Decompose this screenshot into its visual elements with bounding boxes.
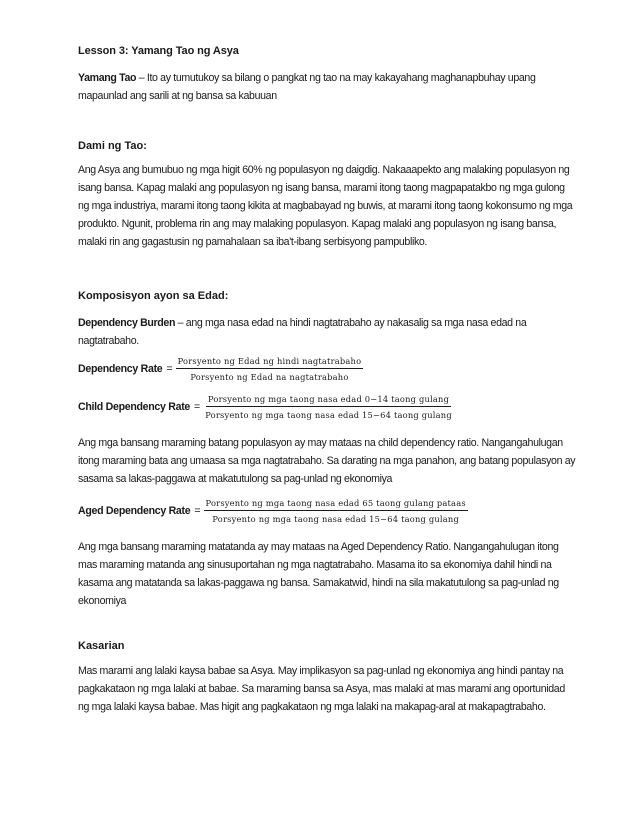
child-dependency-rate-numerator: Porsyento ng mga taong nasa edad 0−14 taong gulang xyxy=(206,394,451,407)
child-dependency-rate-label: Child Dependency Rate xyxy=(78,401,191,413)
dependency-rate-formula xyxy=(78,356,363,382)
child-dependency-rate-formula xyxy=(78,394,454,420)
dependency-burden-paragraph xyxy=(78,314,576,350)
kasarian-heading: Kasarian xyxy=(78,640,125,652)
dependency-rate-label: Dependency Rate xyxy=(78,363,163,375)
dependency-rate-numerator: Porsyento ng Edad ng hindi nagtatrabaho xyxy=(176,356,364,369)
aged-dependency-rate-fraction xyxy=(204,498,468,524)
child-dependency-rate-denominator: Porsyento ng mga taong nasa edad 15−64 taong gulang xyxy=(205,410,452,420)
definition-term: Yamang Tao xyxy=(78,72,137,84)
dependency-rate-denominator: Porsyento ng Edad na nagtatrabaho xyxy=(190,372,349,382)
komposisyon-heading: Komposisyon ayon sa Edad: xyxy=(78,290,229,302)
aged-dependency-rate-denominator: Porsyento ng mga taong nasa edad 15−64 taong gulang xyxy=(212,514,459,524)
dami-paragraph: Ang Asya ang bumubuo ng mga higit 60% ng populasyon ng daigdig. Nakaaapekto ang malaking populasyon ng isang bansa. Kapag malaki ang populasyon ng isang bansa, marami itong taong magpapatakbo ng mga gulong ng mga industriya, marami itong taong kikita at magbabayad ng buwis, at marami itong taong kokonsumo ng mga produkto. Ngunit, problema rin ang may malaking populasyon. Kapag malaki ang populasyon ng isang bansa, malaki rin ang gagastusin ng pamahalaan sa iba't-ibang serbisyong pampubliko. xyxy=(78,164,573,248)
dependency-burden-text: – ang mga nasa edad na hindi nagtatrabaho ay nakasalig sa mga nasa edad na nagtatrabaho. xyxy=(78,317,527,347)
dependency-rate-fraction xyxy=(176,356,364,382)
child-dependency-paragraph: Ang mga bansang maraming batang populasyon ay may mataas na child dependency ratio. Nangangahulugan itong maraming bata ang umaasa sa mga nagtatrabaho. Sa darating na mga panahon, ang batang populasyon ay sasama sa lakas-paggawa at makatutulong sa pag-unlad ng ekonomiya xyxy=(78,437,576,485)
kasarian-paragraph: Mas marami ang lalaki kaysa babae sa Asya. May implikasyon sa pag-unlad ng ekonomiya ang hindi pantay na pagkakataon ng mga lalaki at babae. Sa maraming bansa sa Asya, mas malaki at mas marami ang oportunidad ng mga lalaki kaysa babae. Mas higit ang pagkakataon ng mga lalaki na makapag-aral at makapagtrabaho. xyxy=(78,665,565,713)
lesson-title: Lesson 3: Yamang Tao ng Asya xyxy=(78,45,239,57)
dami-heading: Dami ng Tao: xyxy=(78,140,147,152)
child-dependency-rate-fraction xyxy=(203,394,454,420)
definition-text: – Ito ay tumutukoy sa bilang o pangkat ng tao na may kakayahang maghanapbuhay upang mapaunlad ang sarili at ng bansa sa kabuuan xyxy=(78,72,536,102)
child-dependency-rate-equals: = xyxy=(194,401,201,413)
aged-dependency-paragraph: Ang mga bansang maraming matatanda ay may mataas na Aged Dependency Ratio. Nangangahulugan itong mas maraming matanda ang sinusuportahan ng mga nagtatrabaho. Masama ito sa ekonomiya dahil hindi na kasama ang matatanda sa lakas-paggawa ng bansa. Samakatwid, hindi na sila makatutulong sa pag-unlad ng ekonomiya xyxy=(78,541,559,607)
aged-dependency-rate-formula xyxy=(78,498,468,524)
aged-dependency-rate-numerator: Porsyento ng mga taong nasa edad 65 taong gulang pataas xyxy=(204,498,468,511)
aged-dependency-rate-label: Aged Dependency Rate xyxy=(78,505,191,517)
dependency-burden-term: Dependency Burden xyxy=(78,317,176,329)
definition-paragraph xyxy=(78,69,576,105)
dependency-rate-equals: = xyxy=(166,363,173,375)
aged-dependency-rate-equals: = xyxy=(194,505,201,517)
